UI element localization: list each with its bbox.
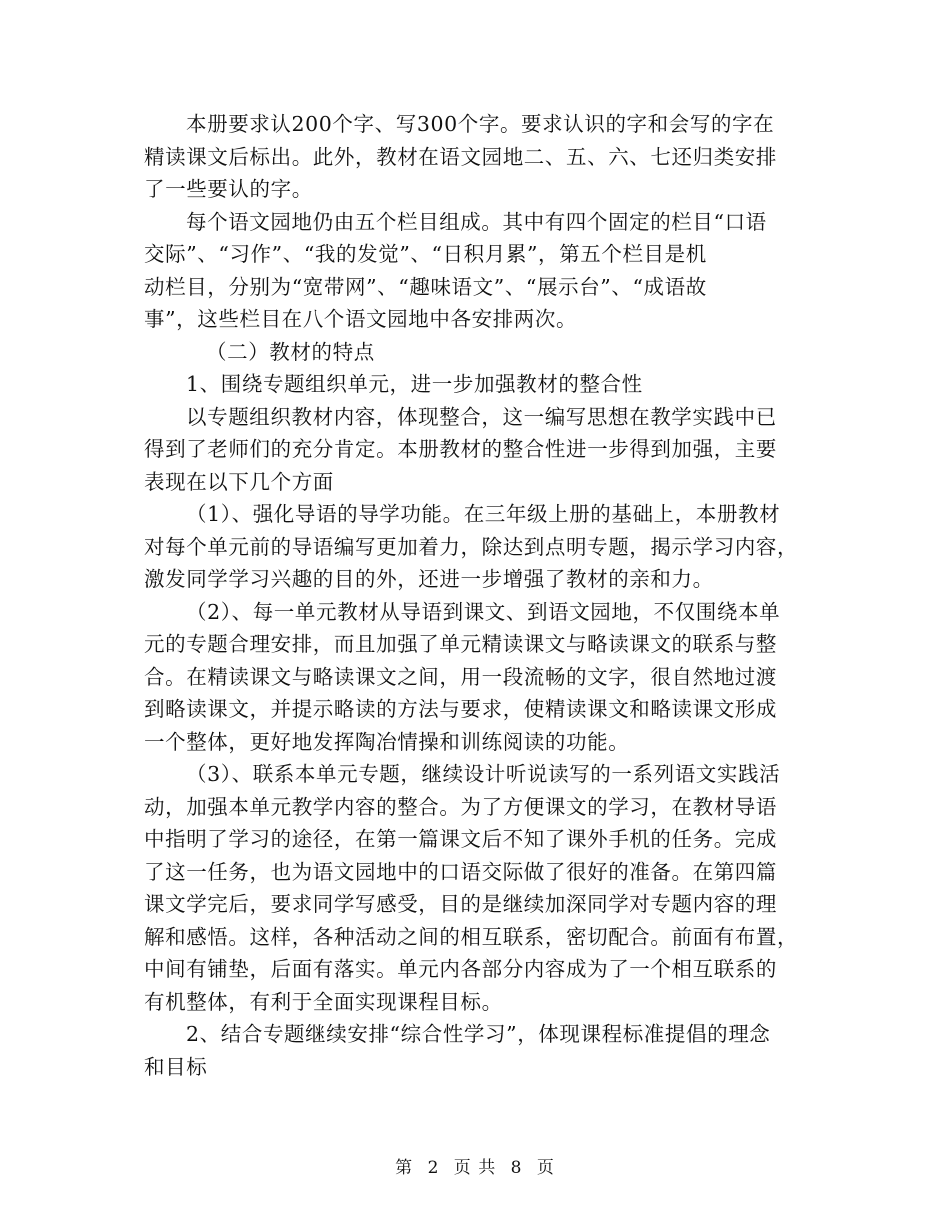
paragraph-line: 激发同学学习兴趣的目的外，还进一步增强了教材的亲和力。	[144, 567, 714, 591]
paragraph-line: 事”，这些栏目在八个语文园地中各安排两次。	[144, 307, 578, 331]
paragraph-line: 表现在以下几个方面	[144, 469, 334, 494]
paragraph-line: 中指明了学习的途径，在第一篇课文后不知了课外手机的任务。完成	[144, 827, 777, 851]
paragraph-line: 中间有铺垫，后面有落实。单元内各部分内容成为了一个相互联系的	[144, 957, 777, 981]
paragraph-line: 本册要求认200个字、写300个字。要求认识的字和会写的字在	[186, 112, 775, 136]
paragraph-line: 了这一任务，也为语文园地中的口语交际做了很好的准备。在第四篇	[144, 859, 777, 884]
paragraph-line: 和目标	[144, 1054, 208, 1079]
paragraph-line: 有机整体，有利于全面实现课程目标。	[144, 989, 503, 1014]
paragraph-line: 一个整体，更好地发挥陶冶情操和训练阅读的功能。	[144, 729, 630, 754]
total-page-count: 8	[510, 1158, 523, 1178]
subsection-heading: 1、围绕专题组织单元，进一步加强教材的整合性	[186, 372, 643, 396]
footer-prefix: 第	[395, 1158, 414, 1178]
paragraph-line: 动栏目，分别为“宽带网”、“趣味语文”、“展示台”、“成语故	[144, 274, 707, 299]
paragraph-line: 得到了老师们的充分肯定。本册教材的整合性进一步得到加强，主要	[144, 437, 777, 461]
paragraph-line: 到略读课文，并提示略读的方法与要求，使精读课文和略读课文形成	[144, 697, 777, 721]
paragraph-line: 每个语文园地仍由五个栏目组成。其中有四个固定的栏目“口语	[186, 209, 767, 234]
section-heading: （二）教材的特点	[206, 339, 375, 364]
paragraph-line: 以专题组织教材内容，体现整合，这一编写思想在教学实践中已	[186, 404, 777, 429]
paragraph-line: 了一些要认的字。	[144, 177, 313, 201]
paragraph-line: 交际”、“习作”、“我的发觉”、“日积月累”，第五个栏目是机	[144, 242, 707, 266]
current-page-number: 2	[427, 1158, 440, 1178]
paragraph-line: 合。在精读课文与略读课文之间，用一段流畅的文字，很自然地过渡	[144, 664, 777, 689]
page-footer	[0, 1153, 950, 1178]
paragraph-line: 解和感悟。这样，各种活动之间的相互联系，密切配合。前面有布置，	[144, 924, 799, 949]
paragraph-line: （3）、联系本单元专题，继续设计听说读写的一系列语文实践活	[186, 762, 781, 786]
footer-suffix: 页	[536, 1158, 555, 1178]
document-body	[144, 108, 806, 1083]
paragraph-line: （2）、每一单元教材从导语到课文、到语文园地，不仅围绕本单	[186, 599, 781, 624]
paragraph-line: 元的专题合理安排，而且加强了单元精读课文与略读课文的联系与整	[144, 632, 777, 656]
paragraph-line: 课文学完后，要求同学写感受，目的是继续加深同学对专题内容的理	[144, 892, 777, 916]
paragraph-line: （1）、强化导语的导学功能。在三年级上册的基础上，本册教材	[186, 502, 781, 526]
paragraph-line: 精读课文后标出。此外，教材在语文园地二、五、六、七还归类安排	[144, 144, 777, 169]
paragraph-line: 对每个单元前的导语编写更加着力，除达到点明专题，揭示学习内容，	[144, 534, 799, 559]
subsection-heading: 2、结合专题继续安排“综合性学习”，体现课程标准提倡的理念	[186, 1022, 771, 1046]
footer-middle: 页 共	[453, 1158, 497, 1178]
paragraph-line: 动，加强本单元教学内容的整合。为了方便课文的学习，在教材导语	[144, 794, 777, 819]
